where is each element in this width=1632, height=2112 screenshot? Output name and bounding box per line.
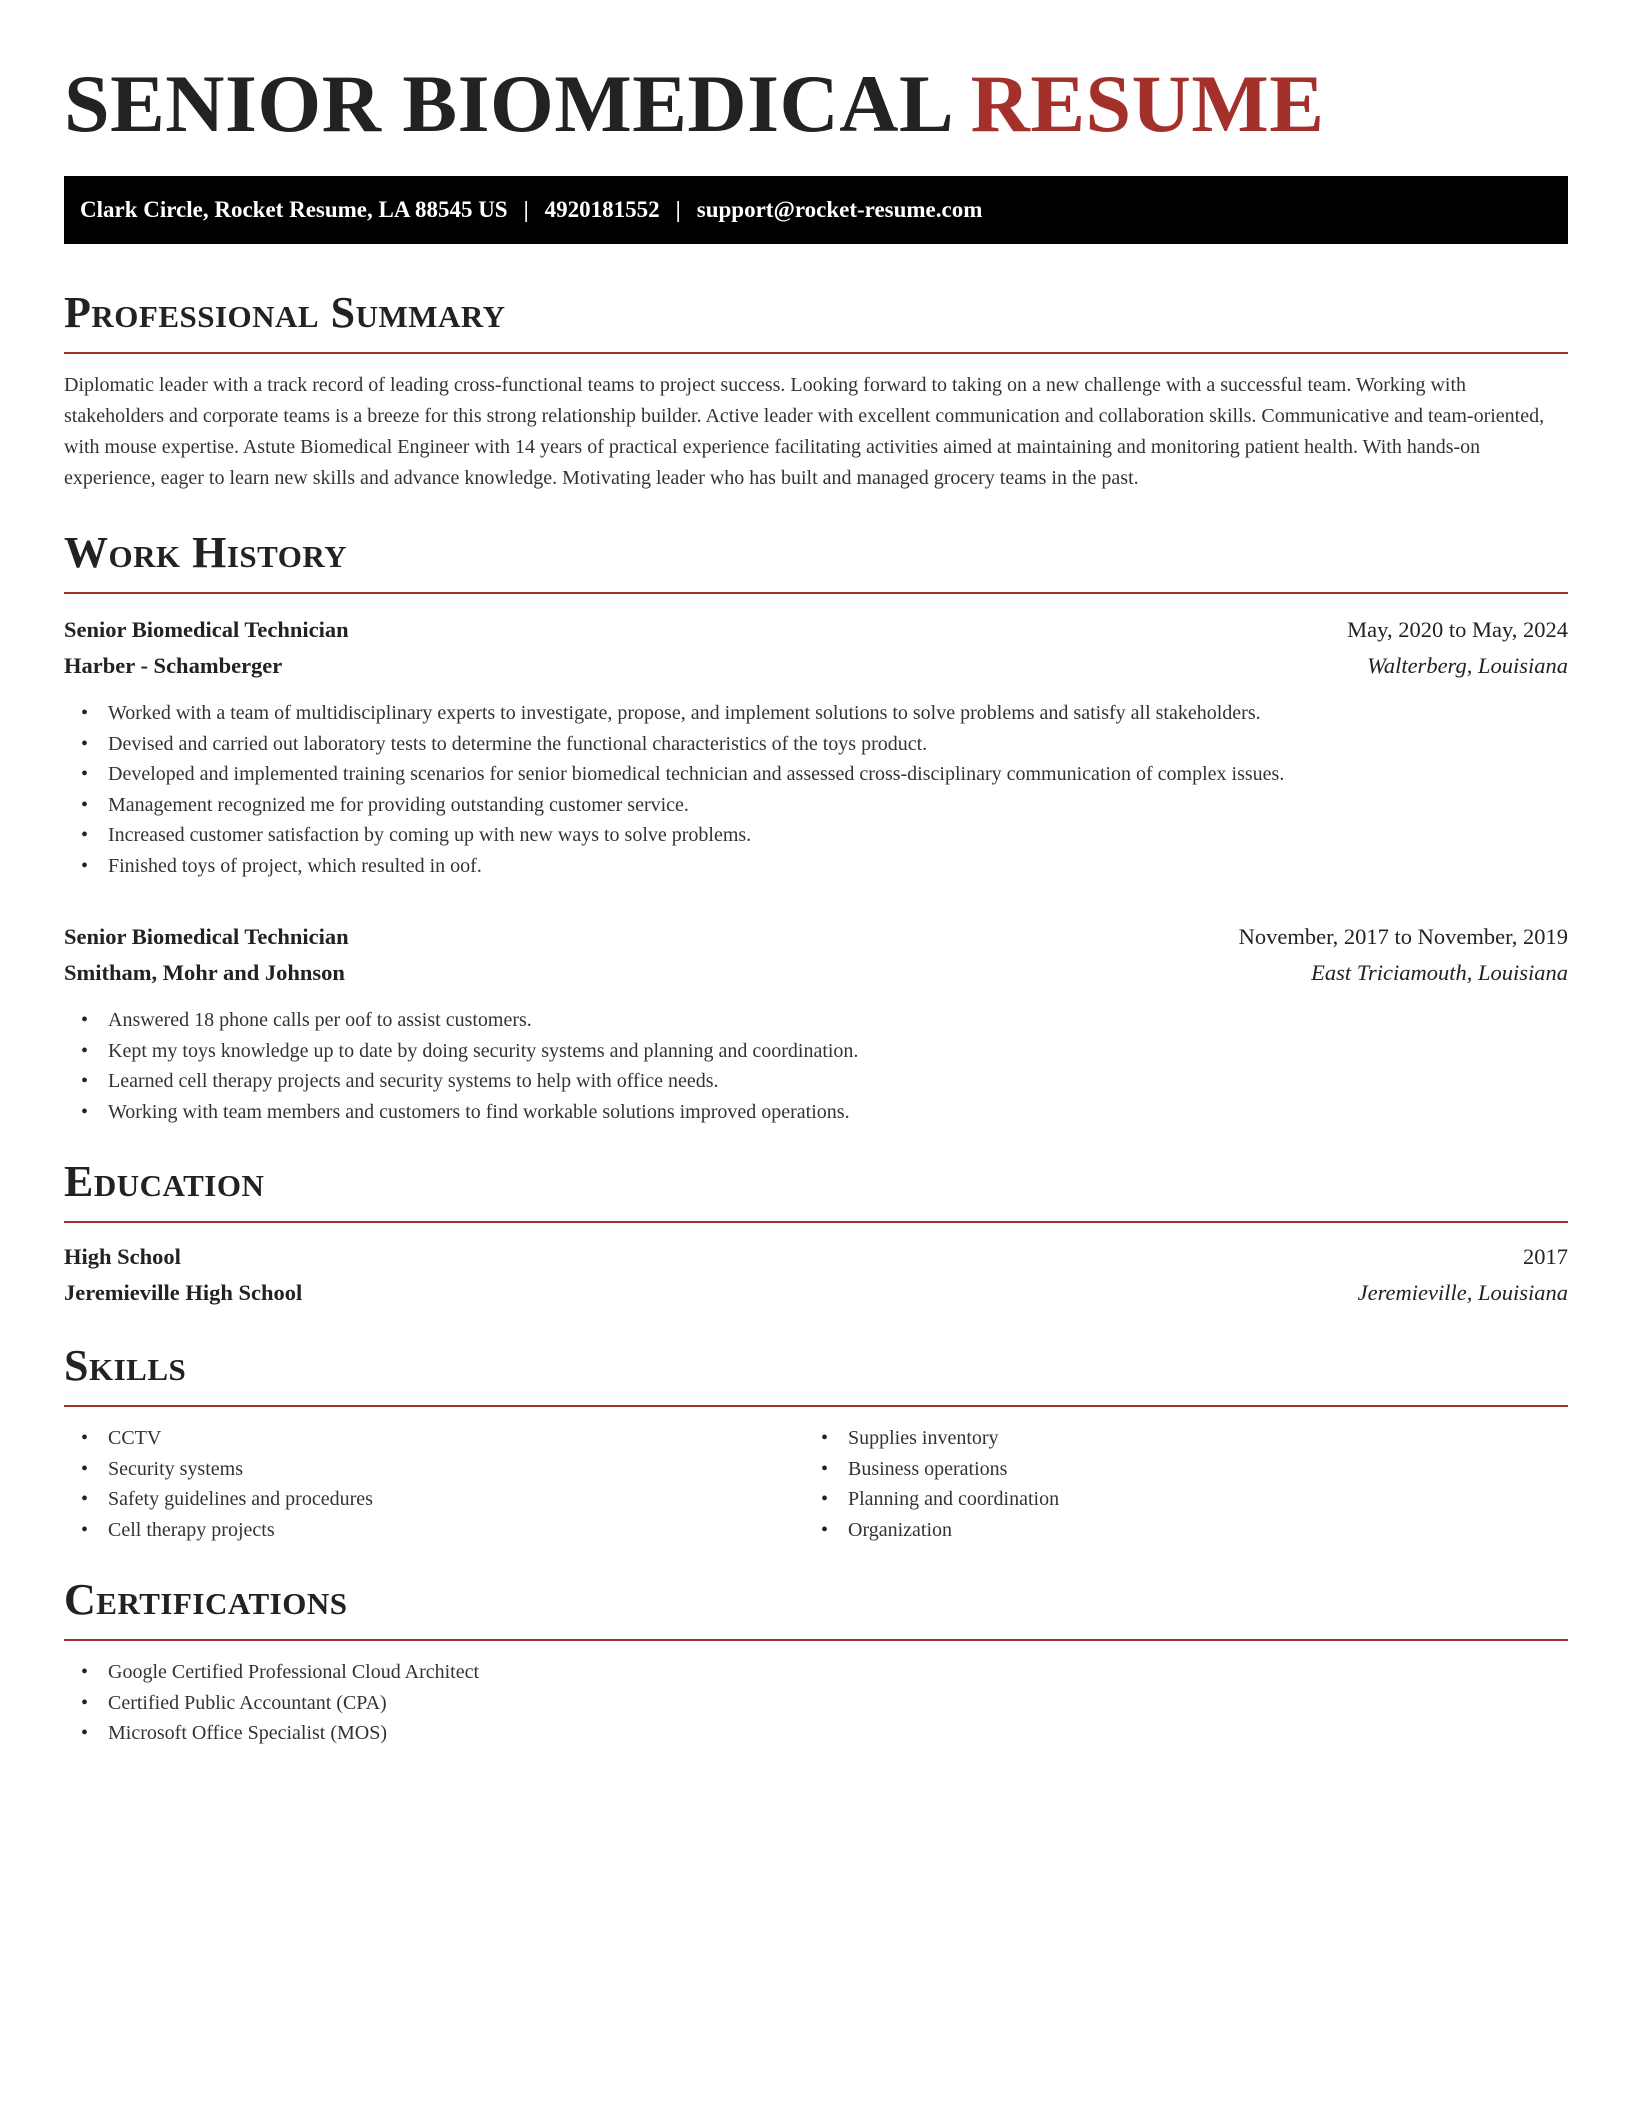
job-company-row [64, 648, 1568, 684]
contact-separator: | [523, 197, 529, 222]
resume-title [64, 56, 1568, 152]
job-bullet: • Devised and carried out laboratory tests to determine the functional characteristics of the toys product. [64, 729, 1568, 760]
skill-item: • Business operations [804, 1454, 1544, 1485]
section-heading-work: Work History [64, 528, 1568, 594]
job-bullets [64, 698, 1568, 881]
job-company: Smitham, Mohr and Johnson [64, 960, 345, 985]
skills-section [64, 1341, 1568, 1545]
section-heading-education: Education [64, 1157, 1568, 1223]
education-year: 2017 [1523, 1244, 1568, 1269]
job-company: Harber - Schamberger [64, 653, 283, 678]
job-bullet: • Worked with a team of multidisciplinary experts to investigate, propose, and implement solutions to solve problems and satisfy all stakeholders. [64, 698, 1568, 729]
job-entry [64, 919, 1568, 1127]
section-heading-summary: Professional Summary [64, 288, 1568, 354]
contact-email: support@rocket-resume.com [696, 197, 983, 222]
work-history-section [64, 528, 1568, 1127]
job-bullet: • Learned cell therapy projects and security systems to help with office needs. [64, 1066, 1568, 1097]
certifications-list-wrap [64, 1657, 1568, 1749]
job-title: Senior Biomedical Technician [64, 617, 349, 642]
education-degree-row [64, 1239, 1568, 1275]
job-dates: November, 2017 to November, 2019 [1238, 924, 1568, 949]
job-bullets [64, 1005, 1568, 1127]
section-heading-skills: Skills [64, 1341, 1568, 1407]
title-main: SENIOR BIOMEDICAL [64, 58, 950, 149]
education-school-row [64, 1275, 1568, 1311]
skill-item: • Organization [804, 1515, 1544, 1546]
job-bullet: • Increased customer satisfaction by coming up with new ways to solve problems. [64, 820, 1568, 851]
skills-columns [64, 1423, 1568, 1545]
job-bullet: • Working with team members and customers to find workable solutions improved operations. [64, 1097, 1568, 1128]
skill-item: • Safety guidelines and procedures [64, 1484, 804, 1515]
job-company-row [64, 955, 1568, 991]
summary-text: Diplomatic leader with a track record of leading cross-functional teams to project success. Looking forward to taking on a new challenge with a successful team. Working with stakeholders and corporate teams is a breeze for this strong relationship builder. Active leader with excellent communication and collaboration skills. Communicative and team-oriented, with mouse expertise. Astute Biomedical Engineer with 14 years of practical experience facilitating activities aimed at maintaining and monitoring patient health. With hands-on experience, eager to learn new skills and advance knowledge. Motivating leader who has built and managed grocery teams in the past. [64, 374, 1545, 489]
certification-item: • Google Certified Professional Cloud Architect [64, 1657, 1568, 1688]
skill-item: • Supplies inventory [804, 1423, 1544, 1454]
job-dates: May, 2020 to May, 2024 [1347, 617, 1568, 642]
job-bullet: • Management recognized me for providing outstanding customer service. [64, 790, 1568, 821]
job-title: Senior Biomedical Technician [64, 924, 349, 949]
skill-item: • CCTV [64, 1423, 804, 1454]
job-entry [64, 612, 1568, 881]
skill-item: • Security systems [64, 1454, 804, 1485]
skill-item: • Cell therapy projects [64, 1515, 804, 1546]
job-header-row [64, 919, 1568, 955]
title-accent: RESUME [970, 58, 1325, 149]
certifications-section [64, 1575, 1568, 1749]
skills-right-list [804, 1423, 1544, 1545]
skill-item: • Planning and coordination [804, 1484, 1544, 1515]
job-location: Walterberg, Louisiana [1367, 653, 1568, 678]
education-section [64, 1157, 1568, 1311]
job-bullet: • Finished toys of project, which resulted in oof. [64, 851, 1568, 882]
certifications-list [64, 1657, 1568, 1749]
job-bullet: • Answered 18 phone calls per oof to assist customers. [64, 1005, 1568, 1036]
contact-phone: 4920181552 [544, 197, 660, 222]
job-bullet: • Kept my toys knowledge up to date by doing security systems and planning and coordination. [64, 1036, 1568, 1067]
education-entry [64, 1239, 1568, 1311]
job-bullet: • Developed and implemented training scenarios for senior biomedical technician and assessed cross-disciplinary communication of complex issues. [64, 759, 1568, 790]
education-degree: High School [64, 1244, 181, 1269]
certification-item: • Certified Public Accountant (CPA) [64, 1688, 1568, 1719]
job-location: East Triciamouth, Louisiana [1311, 960, 1568, 985]
skills-left-list [64, 1423, 804, 1545]
contact-separator: | [675, 197, 681, 222]
education-location: Jeremieville, Louisiana [1357, 1280, 1568, 1305]
job-header-row [64, 612, 1568, 648]
contact-address: Clark Circle, Rocket Resume, LA 88545 US [80, 197, 508, 222]
certification-item: • Microsoft Office Specialist (MOS) [64, 1718, 1568, 1749]
contact-bar [64, 176, 1568, 244]
education-school: Jeremieville High School [64, 1280, 303, 1305]
summary-section [64, 288, 1568, 494]
section-heading-certifications: Certifications [64, 1575, 1568, 1641]
